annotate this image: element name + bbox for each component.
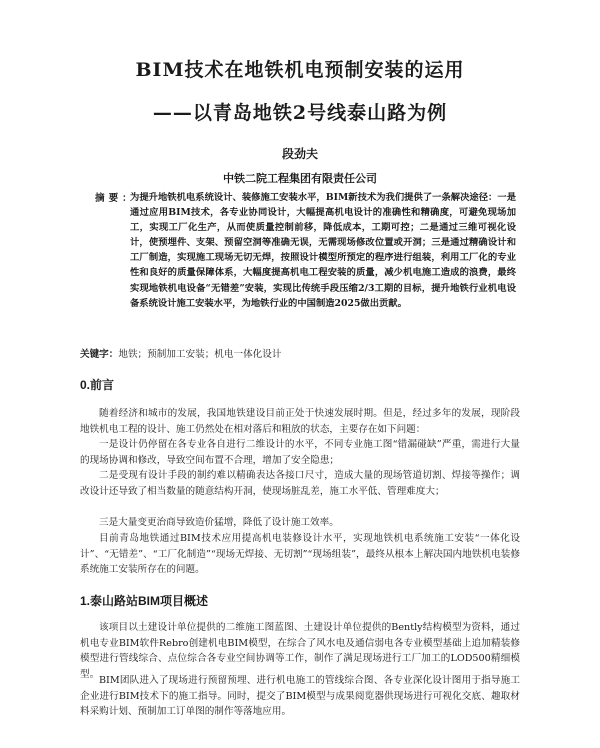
author-affiliation: 中铁二院工程集团有限责任公司 [223,172,377,185]
author-name: 段劲夫 [281,147,318,161]
overview-paragraph-2: BIM团队进入了现场进行预留预埋、进行机电施工的管线综合图、各专业深化设计图用于指导施工企业进行BIM技术下的施工指导。同时，提交了BIM模型与成果阅览器供现场进行可视化交底、趣取材料采购计划、预制加工订单图的制作等落地应用。 [80,675,520,718]
abstract-text: 为提升地铁机电系统设计、装修施工安装水平，BIM新技术为我们提供了一条解决途径：一是通过应用BIM技术，各专业协同设计，大幅提高机电设计的准确性和精确度，可避免现场加工，实现工厂化生产，从而使质量控制前移，降低成本，工期可控；二是通过三维可视化设计，使预埋件、支架、预留空洞等准确无误，无需现场修改位置或开洞；三是通过精确设计和工厂制造，实现施工现场无切无焊，按照设计模型所预定的程序进行组装，利用工厂化的专业性和良好的质量保障体系，大幅度提高机电工程安装的质量，减少机电施工造成的浪费，最终实现地铁机电设备“无错差”安装，实现比传统手段压缩2/3工期的目标，提升地铁行业机电设备系统设计施工安装水平，为地铁行业的中国制造2025做出贡献。 [130,192,516,309]
intro-paragraph-5: 目前青岛地铁通过BIM技术应用提高机电装修设计水平，实现地铁机电系统施工安装“一体化设计”、“无错差”、“工厂化制造”“现场无焊接、无切割”“现场组装”，最终从根本上解决国内地铁机电装修系统施工安装所存在的问题。 [80,533,520,576]
paper-subtitle: ——以青岛地铁2号线泰山路为例 [152,102,448,124]
keywords-label: 关键字： [80,349,119,360]
overview-paragraph-1: 该项目以土建设计单位提供的二维施工图蓝图、土建设计单位提供的Bently结构模型为资料，通过机电专业BIM软件Rebro创建机电BIM模型，在综合了风水电及通信弱电各专业模型基础上追加精装修模型进行管线综合、点位综合各专业空间协调等工作，制作了满足现场进行工厂加工的LOD500精细模型。 [80,622,520,680]
intro-paragraph-3: 二是受现有设计手段的制约难以精确表达各接口尺寸，造成大量的现场管道切割、焊接等操作；调改设计还导致了相当数量的随意结构开洞，使现场脏乱差，施工水平低、管理难度大； [80,470,520,497]
intro-paragraph-2: 一是设计仍停留在各专业各自进行二维设计的水平，不同专业施工图“错漏碰缺”严重，需进行大量的现场协调和修改，导致空间布置不合理，增加了安全隐患； [80,439,520,466]
intro-paragraph-4: 三是大量变更治商导致造价猛增，降低了设计施工效率。 [99,517,339,528]
section-heading-intro: 0.前言 [80,378,115,392]
section-heading-overview: 1.泰山路站BIM项目概述 [80,594,209,608]
abstract-label: 摘要： [95,193,136,204]
keywords-text: 地铁；预制加工安装；机电一体化设计 [118,349,282,360]
paper-title: BIM技术在地铁机电预制安装的运用 [135,59,465,81]
intro-paragraph-1: 随着经济和城市的发展，我国地铁建设目前正处于快速发展时期。但是，经过多年的发展，现阶段地铁机电工程的设计、施工仍然处在相对落后和粗放的状态，主要存在如下问题： [80,408,520,435]
keywords [80,346,281,360]
